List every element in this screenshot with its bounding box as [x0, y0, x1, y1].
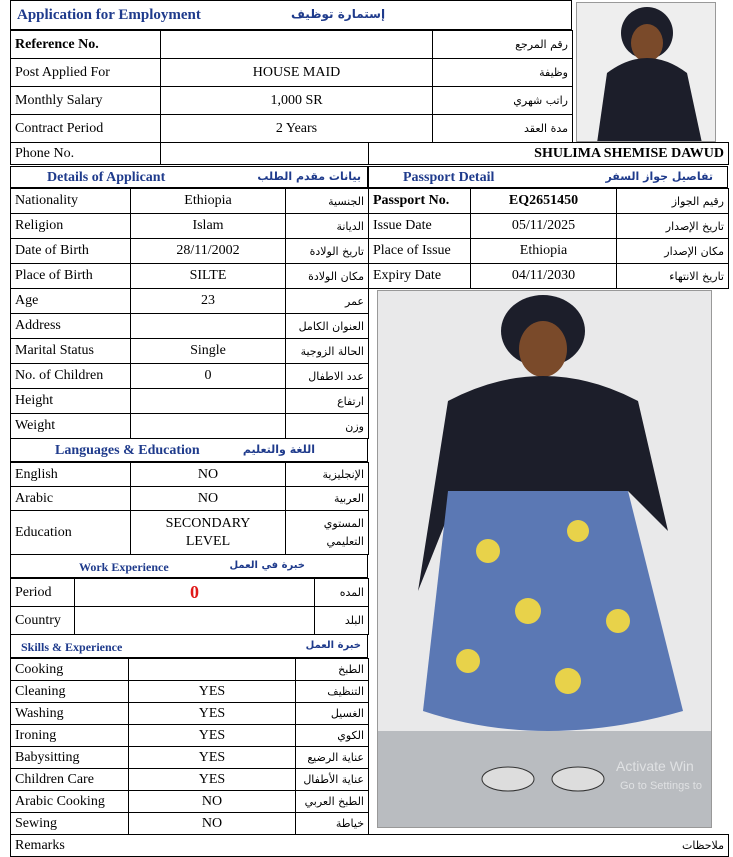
- details-value: SILTE: [131, 264, 286, 289]
- details-value: Islam: [131, 214, 286, 239]
- work-ar: المده: [315, 579, 369, 607]
- work-title-ar: خبرة في العمل: [229, 560, 305, 571]
- details-section-header: [10, 166, 368, 188]
- passport-row: [369, 189, 729, 214]
- top-info-label: Contract Period: [11, 115, 161, 143]
- top-info-row: [11, 31, 573, 59]
- skill-value: NO: [129, 813, 296, 835]
- details-ar: عدد الاطفال: [286, 364, 369, 389]
- skill-label: Sewing: [11, 813, 129, 835]
- top-info-value: 1,000 SR: [161, 87, 433, 115]
- top-info-ar: وظيفة: [433, 59, 573, 87]
- details-value: 0: [131, 364, 286, 389]
- skill-label: Children Care: [11, 769, 129, 791]
- details-label: Religion: [11, 214, 131, 239]
- work-table: [10, 578, 369, 635]
- form-title-en: Application for Employment: [17, 7, 201, 23]
- details-ar: الحالة الزوجية: [286, 339, 369, 364]
- skill-value: YES: [129, 769, 296, 791]
- form-header: [10, 0, 572, 30]
- passport-ar: رقيم الجواز: [617, 189, 729, 214]
- passport-label: Place of Issue: [369, 239, 471, 264]
- details-row: [11, 214, 369, 239]
- passport-label: Issue Date: [369, 214, 471, 239]
- details-label: Height: [11, 389, 131, 414]
- skill-value: YES: [129, 703, 296, 725]
- top-info-table: [10, 30, 573, 143]
- education-ar: المستوي التعليمي: [286, 511, 369, 555]
- details-row: [11, 189, 369, 214]
- skill-row: [11, 769, 369, 791]
- skill-row: [11, 681, 369, 703]
- details-row: [11, 389, 369, 414]
- skill-row: [11, 791, 369, 813]
- details-value: [131, 389, 286, 414]
- top-info-label: Reference No.: [11, 31, 161, 59]
- passport-section-header: [368, 166, 728, 188]
- details-row: [11, 264, 369, 289]
- remarks-label: Remarks: [11, 835, 370, 857]
- details-label: Weight: [11, 414, 131, 439]
- skill-ar: الطبخ العربي: [296, 791, 369, 813]
- languages-title-en: Languages & Education: [55, 443, 200, 458]
- portrait-illustration: [577, 3, 716, 142]
- work-row: [11, 607, 369, 635]
- details-ar: الديانة: [286, 214, 369, 239]
- details-value: 28/11/2002: [131, 239, 286, 264]
- work-title-en: Work Experience: [79, 560, 169, 574]
- phone-row: [10, 142, 729, 165]
- passport-value: 04/11/2030: [471, 264, 617, 289]
- applicant-full-photo: [377, 290, 712, 828]
- skills-section-header: [10, 634, 368, 658]
- skill-label: Washing: [11, 703, 129, 725]
- skill-ar: خياطة: [296, 813, 369, 835]
- top-info-ar: راتب شهري: [433, 87, 573, 115]
- education-label: Education: [11, 511, 131, 555]
- skills-title-ar: خبرة العمل: [305, 640, 361, 651]
- passport-value: EQ2651450: [471, 189, 617, 214]
- skill-row: [11, 703, 369, 725]
- remarks-ar: ملاحظات: [370, 835, 729, 857]
- details-row: [11, 364, 369, 389]
- skill-ar: عناية الرضيع: [296, 747, 369, 769]
- details-label: Nationality: [11, 189, 131, 214]
- passport-value: Ethiopia: [471, 239, 617, 264]
- details-value: Ethiopia: [131, 189, 286, 214]
- top-info-value: HOUSE MAID: [161, 59, 433, 87]
- skill-row: [11, 747, 369, 769]
- details-row: [11, 289, 369, 314]
- form-title-ar: إستمارة توظيف: [291, 7, 386, 21]
- top-info-value: [161, 31, 433, 59]
- details-label: Place of Birth: [11, 264, 131, 289]
- work-label: Period: [11, 579, 75, 607]
- details-label: Date of Birth: [11, 239, 131, 264]
- details-label: No. of Children: [11, 364, 131, 389]
- skill-row: [11, 659, 369, 681]
- language-label: English: [11, 463, 131, 487]
- passport-row: [369, 239, 729, 264]
- passport-title-en: Passport Detail: [403, 170, 495, 185]
- education-value: SECONDARY LEVEL: [131, 511, 286, 555]
- skills-title-en: Skills & Experience: [21, 640, 123, 654]
- language-ar: العربية: [286, 487, 369, 511]
- work-value: [75, 607, 315, 635]
- details-title-ar: بيانات مقدم الطلب: [257, 170, 361, 183]
- skill-value: YES: [129, 747, 296, 769]
- applicant-portrait: [576, 2, 716, 142]
- details-value: [131, 414, 286, 439]
- skill-ar: التنظيف: [296, 681, 369, 703]
- top-info-label: Post Applied For: [11, 59, 161, 87]
- phone-value: [161, 143, 369, 165]
- top-info-ar: مدة العقد: [433, 115, 573, 143]
- skill-value: YES: [129, 681, 296, 703]
- languages-section-header: [10, 438, 368, 462]
- top-info-row: [11, 59, 573, 87]
- skill-row: [11, 813, 369, 835]
- phone-label: Phone No.: [11, 143, 161, 165]
- skill-value: YES: [129, 725, 296, 747]
- language-value: NO: [131, 463, 286, 487]
- work-label: Country: [11, 607, 75, 635]
- passport-ar: تاريخ الانتهاء: [617, 264, 729, 289]
- details-value: 23: [131, 289, 286, 314]
- details-ar: تاريخ الولادة: [286, 239, 369, 264]
- language-ar: الإنجليزية: [286, 463, 369, 487]
- details-value: Single: [131, 339, 286, 364]
- passport-row: [369, 214, 729, 239]
- passport-label: Expiry Date: [369, 264, 471, 289]
- details-row: [11, 239, 369, 264]
- passport-title-ar: تفاصيل جواز السفر: [605, 170, 713, 183]
- details-ar: ارتفاع: [286, 389, 369, 414]
- details-title-en: Details of Applicant: [47, 170, 166, 185]
- passport-label: Passport No.: [369, 189, 471, 214]
- details-ar: وزن: [286, 414, 369, 439]
- skills-table: [10, 658, 369, 835]
- details-label: Age: [11, 289, 131, 314]
- passport-ar: تاريخ الإصدار: [617, 214, 729, 239]
- details-ar: العنوان الكامل: [286, 314, 369, 339]
- skill-value: [129, 659, 296, 681]
- work-value: 0: [75, 579, 315, 607]
- top-info-label: Monthly Salary: [11, 87, 161, 115]
- details-row: [11, 339, 369, 364]
- skill-label: Arabic Cooking: [11, 791, 129, 813]
- passport-table: [368, 188, 729, 289]
- details-ar: الجنسية: [286, 189, 369, 214]
- languages-title-ar: اللغة والتعليم: [242, 443, 315, 456]
- details-value: [131, 314, 286, 339]
- top-info-row: [11, 115, 573, 143]
- skill-ar: عناية الأطفال: [296, 769, 369, 791]
- skill-row: [11, 725, 369, 747]
- top-info-value: 2 Years: [161, 115, 433, 143]
- details-ar: عمر: [286, 289, 369, 314]
- skill-ar: الكوي: [296, 725, 369, 747]
- skill-ar: الغسيل: [296, 703, 369, 725]
- passport-row: [369, 264, 729, 289]
- skill-ar: الطبخ: [296, 659, 369, 681]
- skill-label: Ironing: [11, 725, 129, 747]
- details-row: [11, 314, 369, 339]
- watermark-line1: Activate Win: [616, 758, 694, 774]
- language-value: NO: [131, 487, 286, 511]
- watermark-line2: Go to Settings to: [620, 780, 702, 792]
- remarks-row: [10, 834, 729, 857]
- languages-table: [10, 462, 369, 555]
- details-label: Marital Status: [11, 339, 131, 364]
- top-info-row: [11, 87, 573, 115]
- language-row: [11, 487, 369, 511]
- language-row: [11, 463, 369, 487]
- passport-value: 05/11/2025: [471, 214, 617, 239]
- details-table: [10, 188, 369, 439]
- work-section-header: [10, 554, 368, 578]
- skill-label: Cleaning: [11, 681, 129, 703]
- full-photo-illustration: [378, 291, 712, 828]
- details-ar: مكان الولادة: [286, 264, 369, 289]
- passport-ar: مكان الإصدار: [617, 239, 729, 264]
- skill-value: NO: [129, 791, 296, 813]
- work-ar: البلد: [315, 607, 369, 635]
- skill-label: Cooking: [11, 659, 129, 681]
- details-row: [11, 414, 369, 439]
- details-label: Address: [11, 314, 131, 339]
- skill-label: Babysitting: [11, 747, 129, 769]
- applicant-name: SHULIMA SHEMISE DAWUD: [369, 143, 729, 165]
- education-row: [11, 511, 369, 555]
- language-label: Arabic: [11, 487, 131, 511]
- top-info-ar: رقم المرجع: [433, 31, 573, 59]
- work-row: [11, 579, 369, 607]
